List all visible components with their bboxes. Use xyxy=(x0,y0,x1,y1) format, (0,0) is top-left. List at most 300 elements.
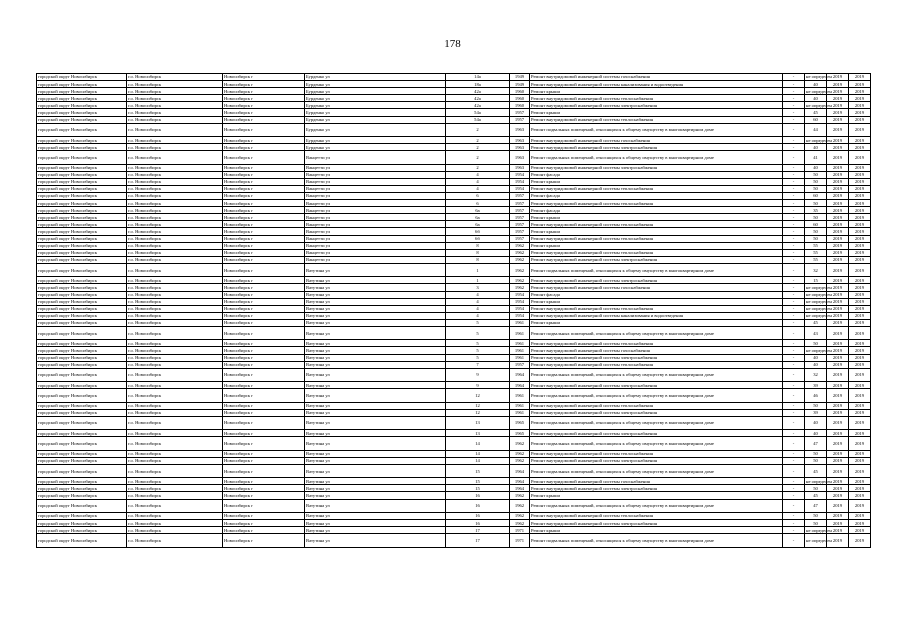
settlement-cell: Новосибирск г xyxy=(223,450,305,457)
area-cell: не определен xyxy=(806,284,832,290)
table-row xyxy=(37,437,871,450)
settlement-cell: Новосибирск г xyxy=(223,389,305,402)
house-cell: 15 xyxy=(446,478,510,485)
house-cell: 4 xyxy=(446,312,510,319)
area-cell: 47 xyxy=(805,437,827,450)
city-cell: г.о. Новосибирск xyxy=(127,354,223,361)
city-cell: г.о. Новосибирск xyxy=(127,235,223,242)
table-row xyxy=(37,171,871,178)
street-cell: Ватутина ул xyxy=(305,402,446,409)
year-built-cell: 1957 xyxy=(510,207,530,214)
year-built-cell: 1957 xyxy=(510,221,530,228)
settlement-cell: Новосибирск г xyxy=(223,116,305,123)
dash-cell: - xyxy=(783,95,805,102)
area-cell: 50 xyxy=(805,171,827,178)
dash-cell: - xyxy=(783,193,805,200)
house-cell: 16 xyxy=(446,492,510,499)
street-cell: Ванцетти ул xyxy=(305,193,446,200)
dash-cell: - xyxy=(783,492,805,499)
year-to-cell: 2019 xyxy=(849,312,871,319)
settlement-cell: Новосибирск г xyxy=(223,534,305,547)
area-cell: не определен xyxy=(806,74,832,80)
house-cell: 5 xyxy=(446,347,510,354)
year-built-cell: 1949 xyxy=(510,74,530,81)
street-cell: Бурденко ул xyxy=(305,88,446,95)
year-from-cell: 2019 xyxy=(827,347,849,354)
dash-cell: - xyxy=(783,123,805,136)
year-from-cell: 2019 xyxy=(827,457,849,464)
year-from-cell: 2019 xyxy=(827,499,849,512)
work-type-cell: Ремонт внутридомовой инженерной системы теплоснабжения xyxy=(530,340,783,347)
city-cell: г.о. Новосибирск xyxy=(127,492,223,499)
house-cell: 2 xyxy=(446,164,510,171)
area-cell: не определен xyxy=(806,306,832,312)
dash-cell: - xyxy=(783,144,805,151)
dash-cell: - xyxy=(783,527,805,534)
dash-cell: - xyxy=(783,402,805,409)
year-built-cell: 1963 xyxy=(510,123,530,136)
table-row xyxy=(37,298,871,305)
year-built-cell: 1961 xyxy=(510,326,530,339)
okrug-cell: городской округ Новосибирск xyxy=(37,171,127,178)
settlement-cell: Новосибирск г xyxy=(223,144,305,151)
work-type-cell: Ремонт внутридомовой инженерной системы теплоснабжения xyxy=(530,249,783,256)
street-cell: Ватутина ул xyxy=(305,382,446,389)
house-cell: 8 xyxy=(446,256,510,263)
area-cell: 50 xyxy=(805,228,827,235)
street-cell: Ванцетти ул xyxy=(305,171,446,178)
work-type-cell: Ремонт подвальных помещений, относящихся к общему имуществу в многоквартирном доме xyxy=(530,534,783,547)
area-cell: 32 xyxy=(805,368,827,381)
street-cell: Ватутина ул xyxy=(305,464,446,477)
dash-cell: - xyxy=(783,368,805,381)
okrug-cell: городской округ Новосибирск xyxy=(37,291,127,298)
street-cell: Бурденко ул xyxy=(305,123,446,136)
dash-cell: - xyxy=(783,249,805,256)
work-type-cell: Ремонт внутридомовой инженерной системы электроснабжения xyxy=(530,354,783,361)
okrug-cell: городской округ Новосибирск xyxy=(37,137,127,144)
dash-cell: - xyxy=(783,520,805,527)
okrug-cell: городской округ Новосибирск xyxy=(37,520,127,527)
house-cell: 16 xyxy=(446,499,510,512)
house-cell: 12 xyxy=(446,402,510,409)
area-cell: 50 xyxy=(805,340,827,347)
city-cell: г.о. Новосибирск xyxy=(127,277,223,284)
work-type-cell: Ремонт внутридомовой инженерной системы электроснабжения xyxy=(530,164,783,171)
year-from-cell: 2019 xyxy=(827,221,849,228)
table-row xyxy=(37,527,871,534)
dash-cell: - xyxy=(783,102,805,109)
year-built-cell: 1954 xyxy=(510,312,530,319)
year-built-cell: 1962 xyxy=(510,457,530,464)
dash-cell: - xyxy=(783,354,805,361)
city-cell: г.о. Новосибирск xyxy=(127,437,223,450)
okrug-cell: городской округ Новосибирск xyxy=(37,249,127,256)
city-cell: г.о. Новосибирск xyxy=(127,284,223,291)
city-cell: г.о. Новосибирск xyxy=(127,485,223,492)
okrug-cell: городской округ Новосибирск xyxy=(37,368,127,381)
settlement-cell: Новосибирск г xyxy=(223,527,305,534)
table-row xyxy=(37,291,871,298)
house-cell: 9 xyxy=(446,382,510,389)
year-from-cell: 2019 xyxy=(827,284,849,291)
year-to-cell: 2019 xyxy=(849,305,871,312)
year-built-cell: 1965 xyxy=(510,430,530,437)
settlement-cell: Новосибирск г xyxy=(223,178,305,185)
okrug-cell: городской округ Новосибирск xyxy=(37,437,127,450)
year-to-cell: 2019 xyxy=(849,95,871,102)
dash-cell: - xyxy=(783,221,805,228)
dash-cell: - xyxy=(783,207,805,214)
street-cell: Ванцетти ул xyxy=(305,249,446,256)
year-built-cell: 1961 xyxy=(510,340,530,347)
street-cell: Ватутина ул xyxy=(305,499,446,512)
city-cell: г.о. Новосибирск xyxy=(127,214,223,221)
dash-cell: - xyxy=(783,450,805,457)
area-cell: 50 xyxy=(805,402,827,409)
city-cell: г.о. Новосибирск xyxy=(127,450,223,457)
year-to-cell: 2019 xyxy=(849,109,871,116)
okrug-cell: городской округ Новосибирск xyxy=(37,305,127,312)
house-cell: 1 xyxy=(446,277,510,284)
work-type-cell: Ремонт крыши xyxy=(530,109,783,116)
year-from-cell: 2019 xyxy=(827,492,849,499)
work-type-cell: Ремонт подвальных помещений, относящихся к общему имуществу в многоквартирном доме xyxy=(530,263,783,276)
year-to-cell: 2019 xyxy=(849,249,871,256)
year-built-cell: 1957 xyxy=(510,361,530,368)
street-cell: Ватутина ул xyxy=(305,492,446,499)
area-cell: 40 xyxy=(805,144,827,151)
dash-cell: - xyxy=(783,277,805,284)
settlement-cell: Новосибирск г xyxy=(223,249,305,256)
street-cell: Ватутина ул xyxy=(305,437,446,450)
okrug-cell: городской округ Новосибирск xyxy=(37,256,127,263)
okrug-cell: городской округ Новосибирск xyxy=(37,277,127,284)
settlement-cell: Новосибирск г xyxy=(223,88,305,95)
year-from-cell: 2019 xyxy=(827,368,849,381)
work-type-cell: Ремонт внутридомовой инженерной системы теплоснабжения xyxy=(530,235,783,242)
year-from-cell: 2019 xyxy=(827,214,849,221)
settlement-cell: Новосибирск г xyxy=(223,340,305,347)
dash-cell: - xyxy=(783,74,805,81)
year-from-cell: 2019 xyxy=(827,123,849,136)
dash-cell: - xyxy=(783,88,805,95)
area-cell: 55 xyxy=(805,242,827,249)
dash-cell: - xyxy=(783,389,805,402)
settlement-cell: Новосибирск г xyxy=(223,326,305,339)
house-cell: 5 xyxy=(446,319,510,326)
year-from-cell: 2019 xyxy=(827,242,849,249)
work-type-cell: Ремонт подвальных помещений, относящихся к общему имуществу в многоквартирном доме xyxy=(530,389,783,402)
okrug-cell: городской округ Новосибирск xyxy=(37,416,127,429)
table-row xyxy=(37,102,871,109)
dash-cell: - xyxy=(783,326,805,339)
area-cell: не определен xyxy=(806,102,832,108)
year-from-cell: 2019 xyxy=(827,298,849,305)
city-cell: г.о. Новосибирск xyxy=(127,200,223,207)
year-to-cell: 2019 xyxy=(849,319,871,326)
settlement-cell: Новосибирск г xyxy=(223,185,305,192)
street-cell: Ватутина ул xyxy=(305,389,446,402)
table-row xyxy=(37,347,871,354)
year-to-cell: 2019 xyxy=(849,193,871,200)
street-cell: Ватутина ул xyxy=(305,277,446,284)
year-to-cell: 2019 xyxy=(849,277,871,284)
year-from-cell: 2019 xyxy=(827,478,849,485)
year-to-cell: 2019 xyxy=(849,164,871,171)
city-cell: г.о. Новосибирск xyxy=(127,256,223,263)
year-from-cell: 2019 xyxy=(827,354,849,361)
year-to-cell: 2019 xyxy=(849,88,871,95)
year-to-cell: 2019 xyxy=(849,402,871,409)
year-built-cell: 1957 xyxy=(510,235,530,242)
work-type-cell: Ремонт крыши xyxy=(530,242,783,249)
street-cell: Бурденко ул xyxy=(305,144,446,151)
street-cell: Ванцетти ул xyxy=(305,221,446,228)
year-from-cell: 2019 xyxy=(827,527,849,534)
dash-cell: - xyxy=(783,512,805,519)
dash-cell: - xyxy=(783,382,805,389)
year-to-cell: 2019 xyxy=(849,416,871,429)
house-cell: 6а xyxy=(446,214,510,221)
area-cell: не определен xyxy=(806,137,832,143)
house-cell: 6а xyxy=(446,221,510,228)
settlement-cell: Новосибирск г xyxy=(223,277,305,284)
settlement-cell: Новосибирск г xyxy=(223,95,305,102)
area-cell: 46 xyxy=(805,389,827,402)
repair-plan-table xyxy=(36,73,871,548)
table-row xyxy=(37,361,871,368)
year-built-cell: 1957 xyxy=(510,214,530,221)
year-built-cell: 1963 xyxy=(510,137,530,144)
okrug-cell: городской округ Новосибирск xyxy=(37,200,127,207)
area-cell: не определен xyxy=(806,88,832,94)
house-cell: 15 xyxy=(446,464,510,477)
area-cell: 40 xyxy=(805,81,827,88)
house-cell: 7 xyxy=(446,361,510,368)
year-from-cell: 2019 xyxy=(827,200,849,207)
house-cell: 14 xyxy=(446,437,510,450)
dash-cell: - xyxy=(783,263,805,276)
dash-cell: - xyxy=(783,319,805,326)
okrug-cell: городской округ Новосибирск xyxy=(37,298,127,305)
year-from-cell: 2019 xyxy=(827,95,849,102)
table-row xyxy=(37,478,871,485)
year-to-cell: 2019 xyxy=(849,256,871,263)
house-cell: 14 xyxy=(446,450,510,457)
okrug-cell: городской округ Новосибирск xyxy=(37,464,127,477)
settlement-cell: Новосибирск г xyxy=(223,319,305,326)
okrug-cell: городской округ Новосибирск xyxy=(37,512,127,519)
year-built-cell: 1960 xyxy=(510,95,530,102)
table-row xyxy=(37,228,871,235)
city-cell: г.о. Новосибирск xyxy=(127,319,223,326)
street-cell: Ватутина ул xyxy=(305,326,446,339)
settlement-cell: Новосибирск г xyxy=(223,464,305,477)
work-type-cell: Ремонт фасада xyxy=(530,207,783,214)
street-cell: Ванцетти ул xyxy=(305,178,446,185)
house-cell: 54а xyxy=(446,116,510,123)
street-cell: Ватутина ул xyxy=(305,368,446,381)
year-built-cell: 1964 xyxy=(510,485,530,492)
year-from-cell: 2019 xyxy=(827,382,849,389)
city-cell: г.о. Новосибирск xyxy=(127,361,223,368)
table-row xyxy=(37,164,871,171)
house-cell: 16 xyxy=(446,520,510,527)
work-type-cell: Ремонт внутридомовой инженерной системы теплоснабжения xyxy=(530,95,783,102)
year-to-cell: 2019 xyxy=(849,520,871,527)
work-type-cell: Ремонт внутридомовой инженерной системы теплоснабжения xyxy=(530,305,783,312)
city-cell: г.о. Новосибирск xyxy=(127,193,223,200)
table-row xyxy=(37,193,871,200)
work-type-cell: Ремонт подвальных помещений, относящихся к общему имуществу в многоквартирном доме xyxy=(530,437,783,450)
city-cell: г.о. Новосибирск xyxy=(127,520,223,527)
table-row xyxy=(37,74,871,81)
dash-cell: - xyxy=(783,340,805,347)
table-row xyxy=(37,109,871,116)
year-built-cell: 1962 xyxy=(510,263,530,276)
table-row xyxy=(37,256,871,263)
year-built-cell: 1962 xyxy=(510,242,530,249)
area-cell: 45 xyxy=(805,109,827,116)
street-cell: Бурденко ул xyxy=(305,74,446,81)
city-cell: г.о. Новосибирск xyxy=(127,389,223,402)
work-type-cell: Ремонт внутридомовой инженерной системы теплоснабжения xyxy=(530,185,783,192)
settlement-cell: Новосибирск г xyxy=(223,151,305,164)
year-from-cell: 2019 xyxy=(827,485,849,492)
year-from-cell: 2019 xyxy=(827,326,849,339)
area-cell: 15 xyxy=(805,277,827,284)
street-cell: Бурденко ул xyxy=(305,81,446,88)
city-cell: г.о. Новосибирск xyxy=(127,402,223,409)
year-built-cell: 1965 xyxy=(510,416,530,429)
city-cell: г.о. Новосибирск xyxy=(127,298,223,305)
city-cell: г.о. Новосибирск xyxy=(127,137,223,144)
year-from-cell: 2019 xyxy=(827,263,849,276)
table-row xyxy=(37,200,871,207)
house-cell: 5 xyxy=(446,326,510,339)
settlement-cell: Новосибирск г xyxy=(223,305,305,312)
year-built-cell: 1964 xyxy=(510,382,530,389)
house-cell: 6 xyxy=(446,200,510,207)
year-to-cell: 2019 xyxy=(849,347,871,354)
settlement-cell: Новосибирск г xyxy=(223,492,305,499)
table-row xyxy=(37,116,871,123)
table-body xyxy=(37,74,871,548)
area-cell: 60 xyxy=(805,221,827,228)
work-type-cell: Ремонт фасада xyxy=(530,291,783,298)
work-type-cell: Ремонт подвальных помещений, относящихся к общему имуществу в многоквартирном доме xyxy=(530,368,783,381)
year-built-cell: 1961 xyxy=(510,319,530,326)
city-cell: г.о. Новосибирск xyxy=(127,171,223,178)
dash-cell: - xyxy=(783,499,805,512)
okrug-cell: городской округ Новосибирск xyxy=(37,492,127,499)
dash-cell: - xyxy=(783,137,805,144)
table-row xyxy=(37,178,871,185)
year-built-cell: 1962 xyxy=(510,520,530,527)
settlement-cell: Новосибирск г xyxy=(223,102,305,109)
street-cell: Ванцетти ул xyxy=(305,185,446,192)
year-to-cell: 2019 xyxy=(849,221,871,228)
house-cell: 6б xyxy=(446,235,510,242)
year-to-cell: 2019 xyxy=(849,263,871,276)
table-row xyxy=(37,520,871,527)
house-cell: 4 xyxy=(446,178,510,185)
city-cell: г.о. Новосибирск xyxy=(127,116,223,123)
table-row xyxy=(37,242,871,249)
work-type-cell: Ремонт фасада xyxy=(530,193,783,200)
year-to-cell: 2019 xyxy=(849,464,871,477)
street-cell: Ватутина ул xyxy=(305,305,446,312)
dash-cell: - xyxy=(783,116,805,123)
settlement-cell: Новосибирск г xyxy=(223,123,305,136)
city-cell: г.о. Новосибирск xyxy=(127,368,223,381)
year-built-cell: 1962 xyxy=(510,249,530,256)
house-cell: 1 xyxy=(446,263,510,276)
year-from-cell: 2019 xyxy=(827,534,849,547)
house-cell: 5 xyxy=(446,354,510,361)
city-cell: г.о. Новосибирск xyxy=(127,512,223,519)
table-row xyxy=(37,137,871,144)
dash-cell: - xyxy=(783,437,805,450)
year-built-cell: 1964 xyxy=(510,368,530,381)
year-from-cell: 2019 xyxy=(827,185,849,192)
okrug-cell: городской округ Новосибирск xyxy=(37,263,127,276)
year-built-cell: 1954 xyxy=(510,171,530,178)
area-cell: 50 xyxy=(805,214,827,221)
house-cell: 2 xyxy=(446,137,510,144)
area-cell: 50 xyxy=(805,235,827,242)
work-type-cell: Ремонт внутридомовой инженерной системы электроснабжения xyxy=(530,382,783,389)
year-from-cell: 2019 xyxy=(827,291,849,298)
street-cell: Ватутина ул xyxy=(305,416,446,429)
area-cell: 47 xyxy=(805,499,827,512)
house-cell: 9 xyxy=(446,368,510,381)
area-cell: 45 xyxy=(805,319,827,326)
city-cell: г.о. Новосибирск xyxy=(127,123,223,136)
year-built-cell: 1954 xyxy=(510,185,530,192)
table-row xyxy=(37,389,871,402)
year-from-cell: 2019 xyxy=(827,437,849,450)
work-type-cell: Ремонт внутридомовой инженерной системы газоснабжения xyxy=(530,284,783,291)
year-built-cell: 1971 xyxy=(510,534,530,547)
city-cell: г.о. Новосибирск xyxy=(127,416,223,429)
settlement-cell: Новосибирск г xyxy=(223,499,305,512)
okrug-cell: городской округ Новосибирск xyxy=(37,409,127,416)
year-from-cell: 2019 xyxy=(827,178,849,185)
city-cell: г.о. Новосибирск xyxy=(127,305,223,312)
okrug-cell: городской округ Новосибирск xyxy=(37,74,127,81)
street-cell: Ватутина ул xyxy=(305,263,446,276)
okrug-cell: городской округ Новосибирск xyxy=(37,185,127,192)
area-cell: 40 xyxy=(805,361,827,368)
year-built-cell: 1962 xyxy=(510,499,530,512)
year-to-cell: 2019 xyxy=(849,409,871,416)
dash-cell: - xyxy=(783,164,805,171)
city-cell: г.о. Новосибирск xyxy=(127,95,223,102)
house-cell: 2 xyxy=(446,123,510,136)
table-row xyxy=(37,464,871,477)
dash-cell: - xyxy=(783,347,805,354)
city-cell: г.о. Новосибирск xyxy=(127,457,223,464)
dash-cell: - xyxy=(783,109,805,116)
work-type-cell: Ремонт внутридомовой инженерной системы теплоснабжения xyxy=(530,221,783,228)
year-from-cell: 2019 xyxy=(827,305,849,312)
street-cell: Ватутина ул xyxy=(305,430,446,437)
city-cell: г.о. Новосибирск xyxy=(127,74,223,81)
work-type-cell: Ремонт подвальных помещений, относящихся к общему имуществу в многоквартирном доме xyxy=(530,499,783,512)
table-row xyxy=(37,485,871,492)
